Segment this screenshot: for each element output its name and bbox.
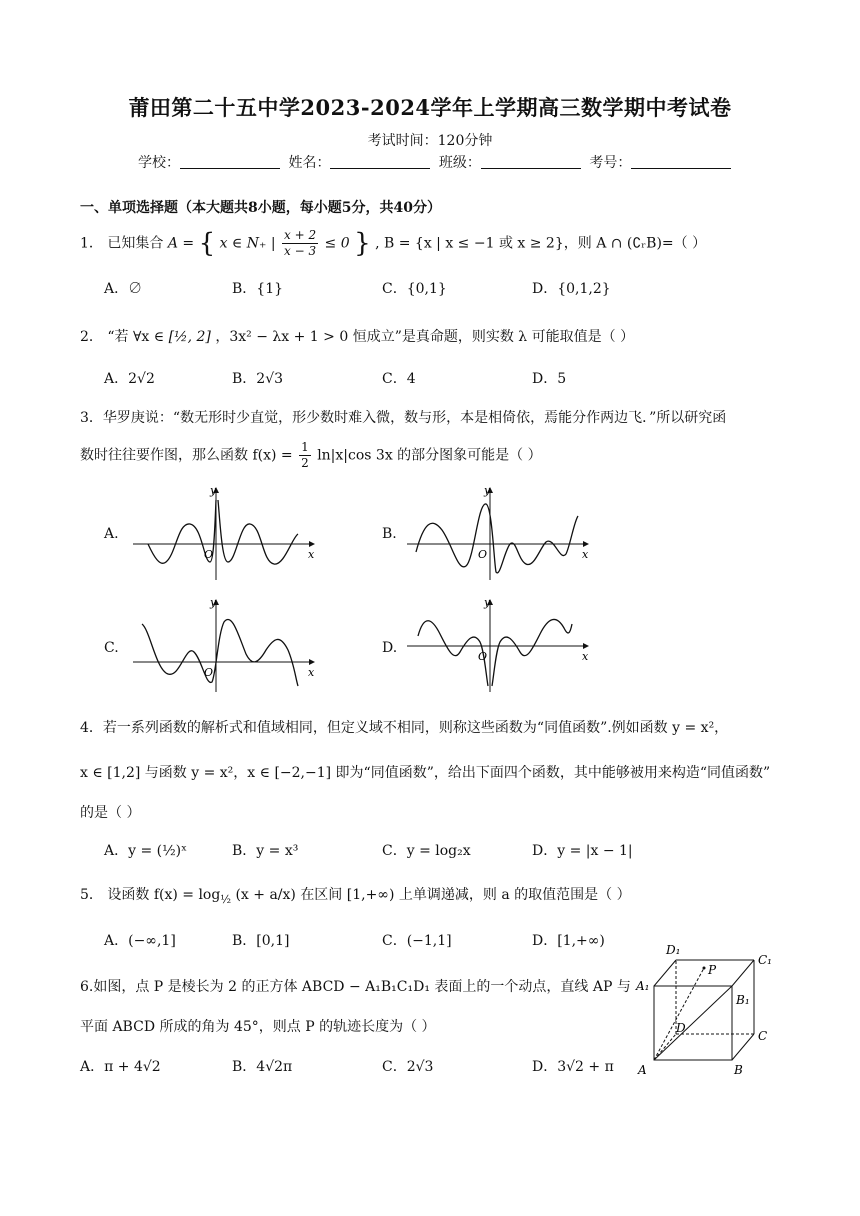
math-text: x ∈ N₊ | [219, 235, 276, 252]
cube-figure [630, 940, 780, 1080]
origin-label: O [204, 548, 214, 561]
fraction-num: 1 [301, 440, 309, 454]
q2-option-d[interactable]: D．5 [532, 371, 567, 387]
fraction [299, 440, 311, 471]
question-text: (x + a/x) 在区间 [1,+∞) 上单调递减，则 a 的取值范围是（ ） [235, 887, 631, 903]
label-D: D [676, 1021, 686, 1035]
q4-option-a[interactable]: A．y = (½)ˣ [104, 843, 188, 859]
y-label: y [210, 484, 217, 497]
edge-B1C1 [732, 960, 754, 986]
q5-option-d[interactable]: D．[1,+∞) [532, 933, 605, 949]
question-4-line3: 的是（ ） [80, 805, 141, 821]
label-A: A [638, 1063, 647, 1077]
segment-AP [654, 968, 704, 1060]
q3-option-d[interactable]: D. [382, 640, 398, 656]
origin-label: O [204, 666, 214, 679]
q3-option-b[interactable]: B. [382, 526, 397, 542]
brace-close: } [354, 228, 371, 259]
fraction-den: x − 3 [284, 244, 317, 258]
question-text: 设函数 f(x) = log [107, 887, 221, 903]
diagonal-AB1 [654, 986, 732, 1060]
q6-option-d[interactable]: D．3√2 + π [532, 1059, 614, 1075]
label-D1: D₁ [666, 943, 681, 957]
label-P: P [708, 963, 717, 977]
math-interval: [½, 2] [168, 329, 211, 345]
question-number: 5． [80, 887, 103, 903]
label-C: C [758, 1029, 768, 1043]
question-5 [80, 884, 631, 906]
q1-option-c[interactable]: C．{0,1} [382, 281, 447, 297]
field-id-blank[interactable] [631, 154, 731, 169]
math-text: , B = {x | x ≤ −1 或 x ≥ 2}，则 A ∩ (∁ᵣB)=（ ） [375, 235, 707, 252]
brace-open: { [198, 228, 216, 259]
question-number: 3． [80, 410, 103, 426]
question-number: 2． [80, 329, 103, 345]
exam-title: 莆田第二十五中学2023-2024学年上学期高三数学期中考试卷 [128, 95, 732, 120]
math-text: ≤ 0 [324, 235, 350, 252]
question-number: 4． [80, 720, 103, 736]
question-text: 华罗庚说：“数无形时少直觉，形少数时难入微，数与形，本是相倚依，焉能分作两边飞．”所以研究函 [102, 410, 727, 426]
graph-b[interactable] [402, 482, 602, 582]
q1-option-a[interactable]: A．∅ [104, 281, 143, 297]
graph-a[interactable] [128, 482, 328, 582]
curve [418, 619, 572, 686]
field-name-label: 姓名： [288, 155, 331, 171]
math-text: A = [167, 235, 195, 252]
exam-time: 考试时间：120分钟 [367, 133, 493, 149]
q5-option-c[interactable]: C．(−1,1] [382, 933, 452, 949]
question-3-line2 [80, 440, 542, 471]
x-label: x [582, 548, 589, 561]
origin-label: O [478, 548, 488, 561]
field-class-label: 班级： [438, 155, 481, 171]
field-id-label: 考号： [589, 155, 632, 171]
question-text: 若一系列函数的解析式和值域相同，但定义域不相同，则称这些函数为“同值函数”.例如函数 y = x²， [102, 720, 729, 736]
y-label: y [484, 596, 491, 609]
question-text: 数时往往要作图，那么函数 f(x) = [80, 447, 293, 464]
question-text: ln|x|cos 3x 的部分图象可能是（ ） [317, 447, 542, 464]
q1-option-d[interactable]: D．{0,1,2} [532, 281, 611, 297]
question-text: ，3x² − λx + 1 > 0 恒成立”是真命题，则实数 λ 可能取值是（ ） [215, 329, 635, 345]
q3-option-a[interactable]: A. [104, 526, 119, 542]
question-text: 如图，点 P 是棱长为 2 的正方体 ABCD − A₁B₁C₁D₁ 表面上的一个动点，直线 AP 与 [93, 979, 631, 995]
question-3-line1 [80, 407, 726, 427]
q5-option-a[interactable]: A．(−∞,1] [104, 933, 176, 949]
question-6-line1 [80, 976, 631, 996]
edge-A1D1 [654, 960, 676, 986]
question-1 [80, 228, 706, 259]
q4-option-c[interactable]: C．y = log₂x [382, 843, 471, 859]
x-label: x [308, 548, 315, 561]
question-4-line2: x ∈ [1,2] 与函数 y = x²，x ∈ [−2,−1] 即为“同值函数”，给出下面四个函数，其中能够被用来构造“同值函数” [80, 765, 771, 781]
q3-option-c[interactable]: C. [104, 640, 119, 656]
field-name-blank[interactable] [330, 154, 430, 169]
label-A1: A₁ [636, 979, 650, 993]
question-text: 已知集合 [107, 235, 164, 252]
q6-option-c[interactable]: C．2√3 [382, 1059, 434, 1075]
graph-d[interactable] [402, 594, 602, 694]
q4-option-b[interactable]: B．y = x³ [232, 843, 299, 859]
field-school-blank[interactable] [180, 154, 280, 169]
section-heading: 一、单项选择题（本大题共8小题，每小题5分，共40分） [80, 200, 441, 216]
question-text: “若 ∀x ∈ [107, 329, 165, 345]
q2-option-c[interactable]: C．4 [382, 371, 416, 387]
curve [148, 500, 298, 564]
field-class-blank[interactable] [481, 154, 581, 169]
edge-BC [732, 1034, 754, 1060]
fraction-num: x + 2 [284, 228, 317, 242]
question-number: 6. [80, 979, 94, 995]
log-base: ½ [220, 892, 231, 906]
origin-label: O [478, 650, 488, 663]
curve [142, 620, 298, 686]
edge-AD [654, 1034, 676, 1060]
y-label: y [210, 596, 217, 609]
y-label: y [484, 484, 491, 497]
question-4-line1 [80, 717, 728, 737]
point-P [703, 967, 706, 970]
label-B: B [734, 1063, 743, 1077]
q6-option-a[interactable]: A．π + 4√2 [80, 1059, 161, 1075]
q1-option-b[interactable]: B．{1} [232, 281, 284, 297]
graph-c[interactable] [128, 594, 328, 694]
label-C1: C₁ [758, 953, 772, 967]
question-2 [80, 326, 634, 346]
info-fields [138, 152, 735, 172]
q2-option-b[interactable]: B．2√3 [232, 371, 284, 387]
q5-option-b[interactable]: B．[0,1] [232, 933, 290, 949]
fraction [282, 228, 318, 259]
q4-option-d[interactable]: D．y = |x − 1| [532, 843, 633, 859]
question-6-line2: 平面 ABCD 所成的角为 45°，则点 P 的轨迹长度为（ ） [80, 1019, 436, 1035]
x-label: x [308, 666, 315, 679]
field-school-label: 学校： [138, 155, 180, 171]
question-number: 1． [80, 235, 103, 252]
fraction-den: 2 [301, 456, 309, 470]
label-B1: B₁ [736, 993, 750, 1007]
x-label: x [582, 650, 589, 663]
q2-option-a[interactable]: A．2√2 [104, 371, 155, 387]
curve [416, 504, 578, 573]
q6-option-b[interactable]: B．4√2π [232, 1059, 293, 1075]
